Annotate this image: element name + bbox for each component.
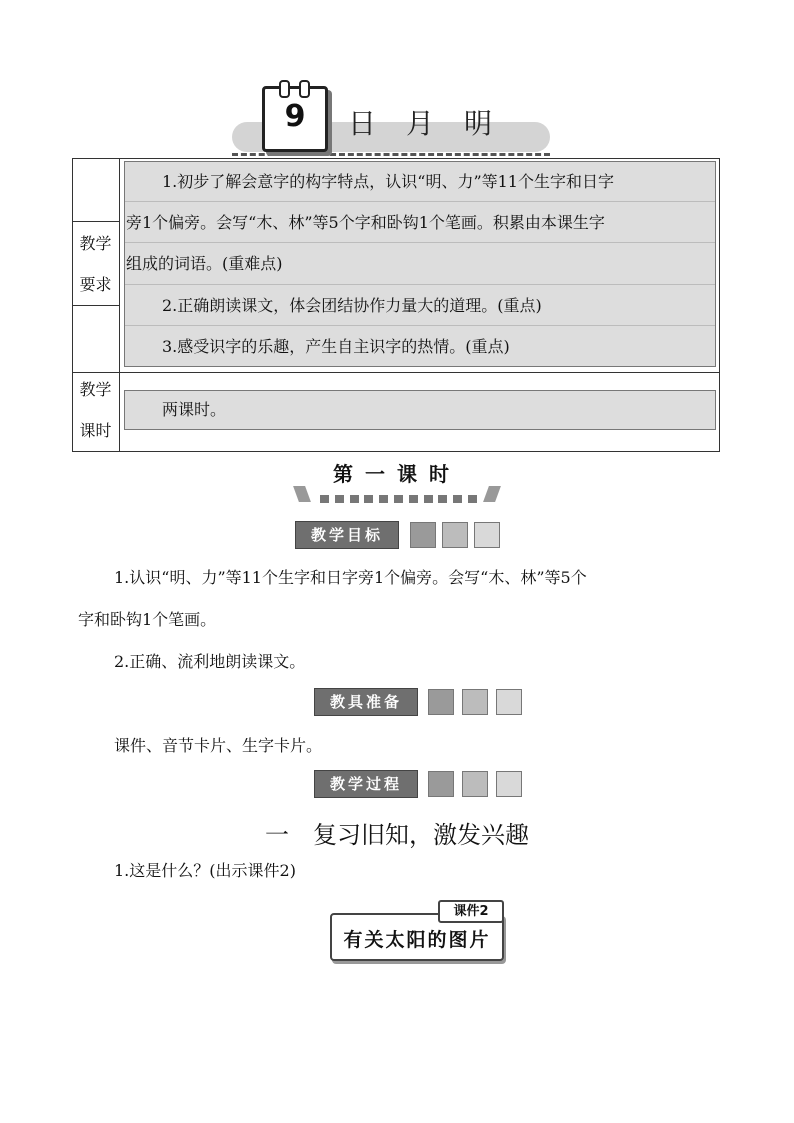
heading-dash <box>438 495 447 503</box>
goal-line: 2.正确、流利地朗读课文。 <box>114 652 306 671</box>
decor-square <box>428 689 454 715</box>
decor-square <box>496 689 522 715</box>
panel-rule <box>125 201 715 202</box>
heading-dash <box>453 495 462 503</box>
label-cell-divider <box>72 221 119 222</box>
table-column-divider <box>119 158 120 452</box>
process-question: 1.这是什么？(出示课件2) <box>114 861 296 880</box>
heading-dash <box>320 495 329 503</box>
goals-label: 教学目标 <box>295 521 399 549</box>
calendar-ring-icon <box>279 80 290 98</box>
label-cell-divider <box>72 305 119 306</box>
decor-square <box>428 771 454 797</box>
heading-ornament-right <box>483 486 501 502</box>
calendar-ring-icon <box>299 80 310 98</box>
panel-rule <box>125 325 715 326</box>
process-label: 教学过程 <box>314 770 418 798</box>
requirements-label-line2: 要求 <box>79 275 112 294</box>
materials-label: 教具准备 <box>314 688 418 716</box>
decor-square <box>462 689 488 715</box>
requirement-line: 2.正确朗读课文，体会团结协作力量大的道理。(重点) <box>162 296 542 315</box>
panel-rule <box>125 284 715 285</box>
lesson-title: 日月明 <box>348 107 523 140</box>
heading-dash <box>424 495 433 503</box>
calendar-icon <box>262 86 328 152</box>
class-time-text: 两课时。 <box>162 400 227 419</box>
requirement-line: 组成的词语。(重难点) <box>126 254 283 273</box>
heading-dash <box>350 495 359 503</box>
heading-dash <box>364 495 373 503</box>
step-heading: 一 复习旧知，激发兴趣 <box>265 821 529 849</box>
heading-dash <box>468 495 477 503</box>
section-title: 第一课时 <box>333 462 461 486</box>
materials-text: 课件、音节卡片、生字卡片。 <box>114 736 323 755</box>
requirements-label-line1: 教学 <box>79 234 112 253</box>
panel-rule <box>125 242 715 243</box>
heading-dash <box>394 495 403 503</box>
decor-square <box>442 522 468 548</box>
table-row-divider <box>72 372 720 373</box>
decor-square <box>462 771 488 797</box>
courseware-tab: 课件2 <box>438 900 504 923</box>
decor-square <box>496 771 522 797</box>
class-time-label-line1: 教学 <box>79 380 112 399</box>
lesson-number: 9 <box>284 99 306 134</box>
heading-dash <box>335 495 344 503</box>
decor-square <box>410 522 436 548</box>
requirement-line: 3.感受识字的乐趣，产生自主识字的热情。(重点) <box>162 337 510 356</box>
decor-square <box>474 522 500 548</box>
goal-line: 字和卧钩1个笔画。 <box>78 610 217 629</box>
requirement-line: 旁1个偏旁。会写“木、林”等5个字和卧钩1个笔画。积累由本课生字 <box>126 213 605 232</box>
lesson-header-divider <box>232 153 550 156</box>
courseware-card-text: 有关太阳的图片 <box>343 929 491 951</box>
goal-line: 1.认识“明、力”等11个生字和日字旁1个偏旁。会写“木、林”等5个 <box>114 568 587 587</box>
requirement-line: 1.初步了解会意字的构字特点，认识“明、力”等11个生字和日字 <box>162 172 614 191</box>
heading-dash <box>379 495 388 503</box>
heading-ornament-left <box>293 486 311 502</box>
heading-dash <box>409 495 418 503</box>
class-time-label-line2: 课时 <box>79 421 112 440</box>
